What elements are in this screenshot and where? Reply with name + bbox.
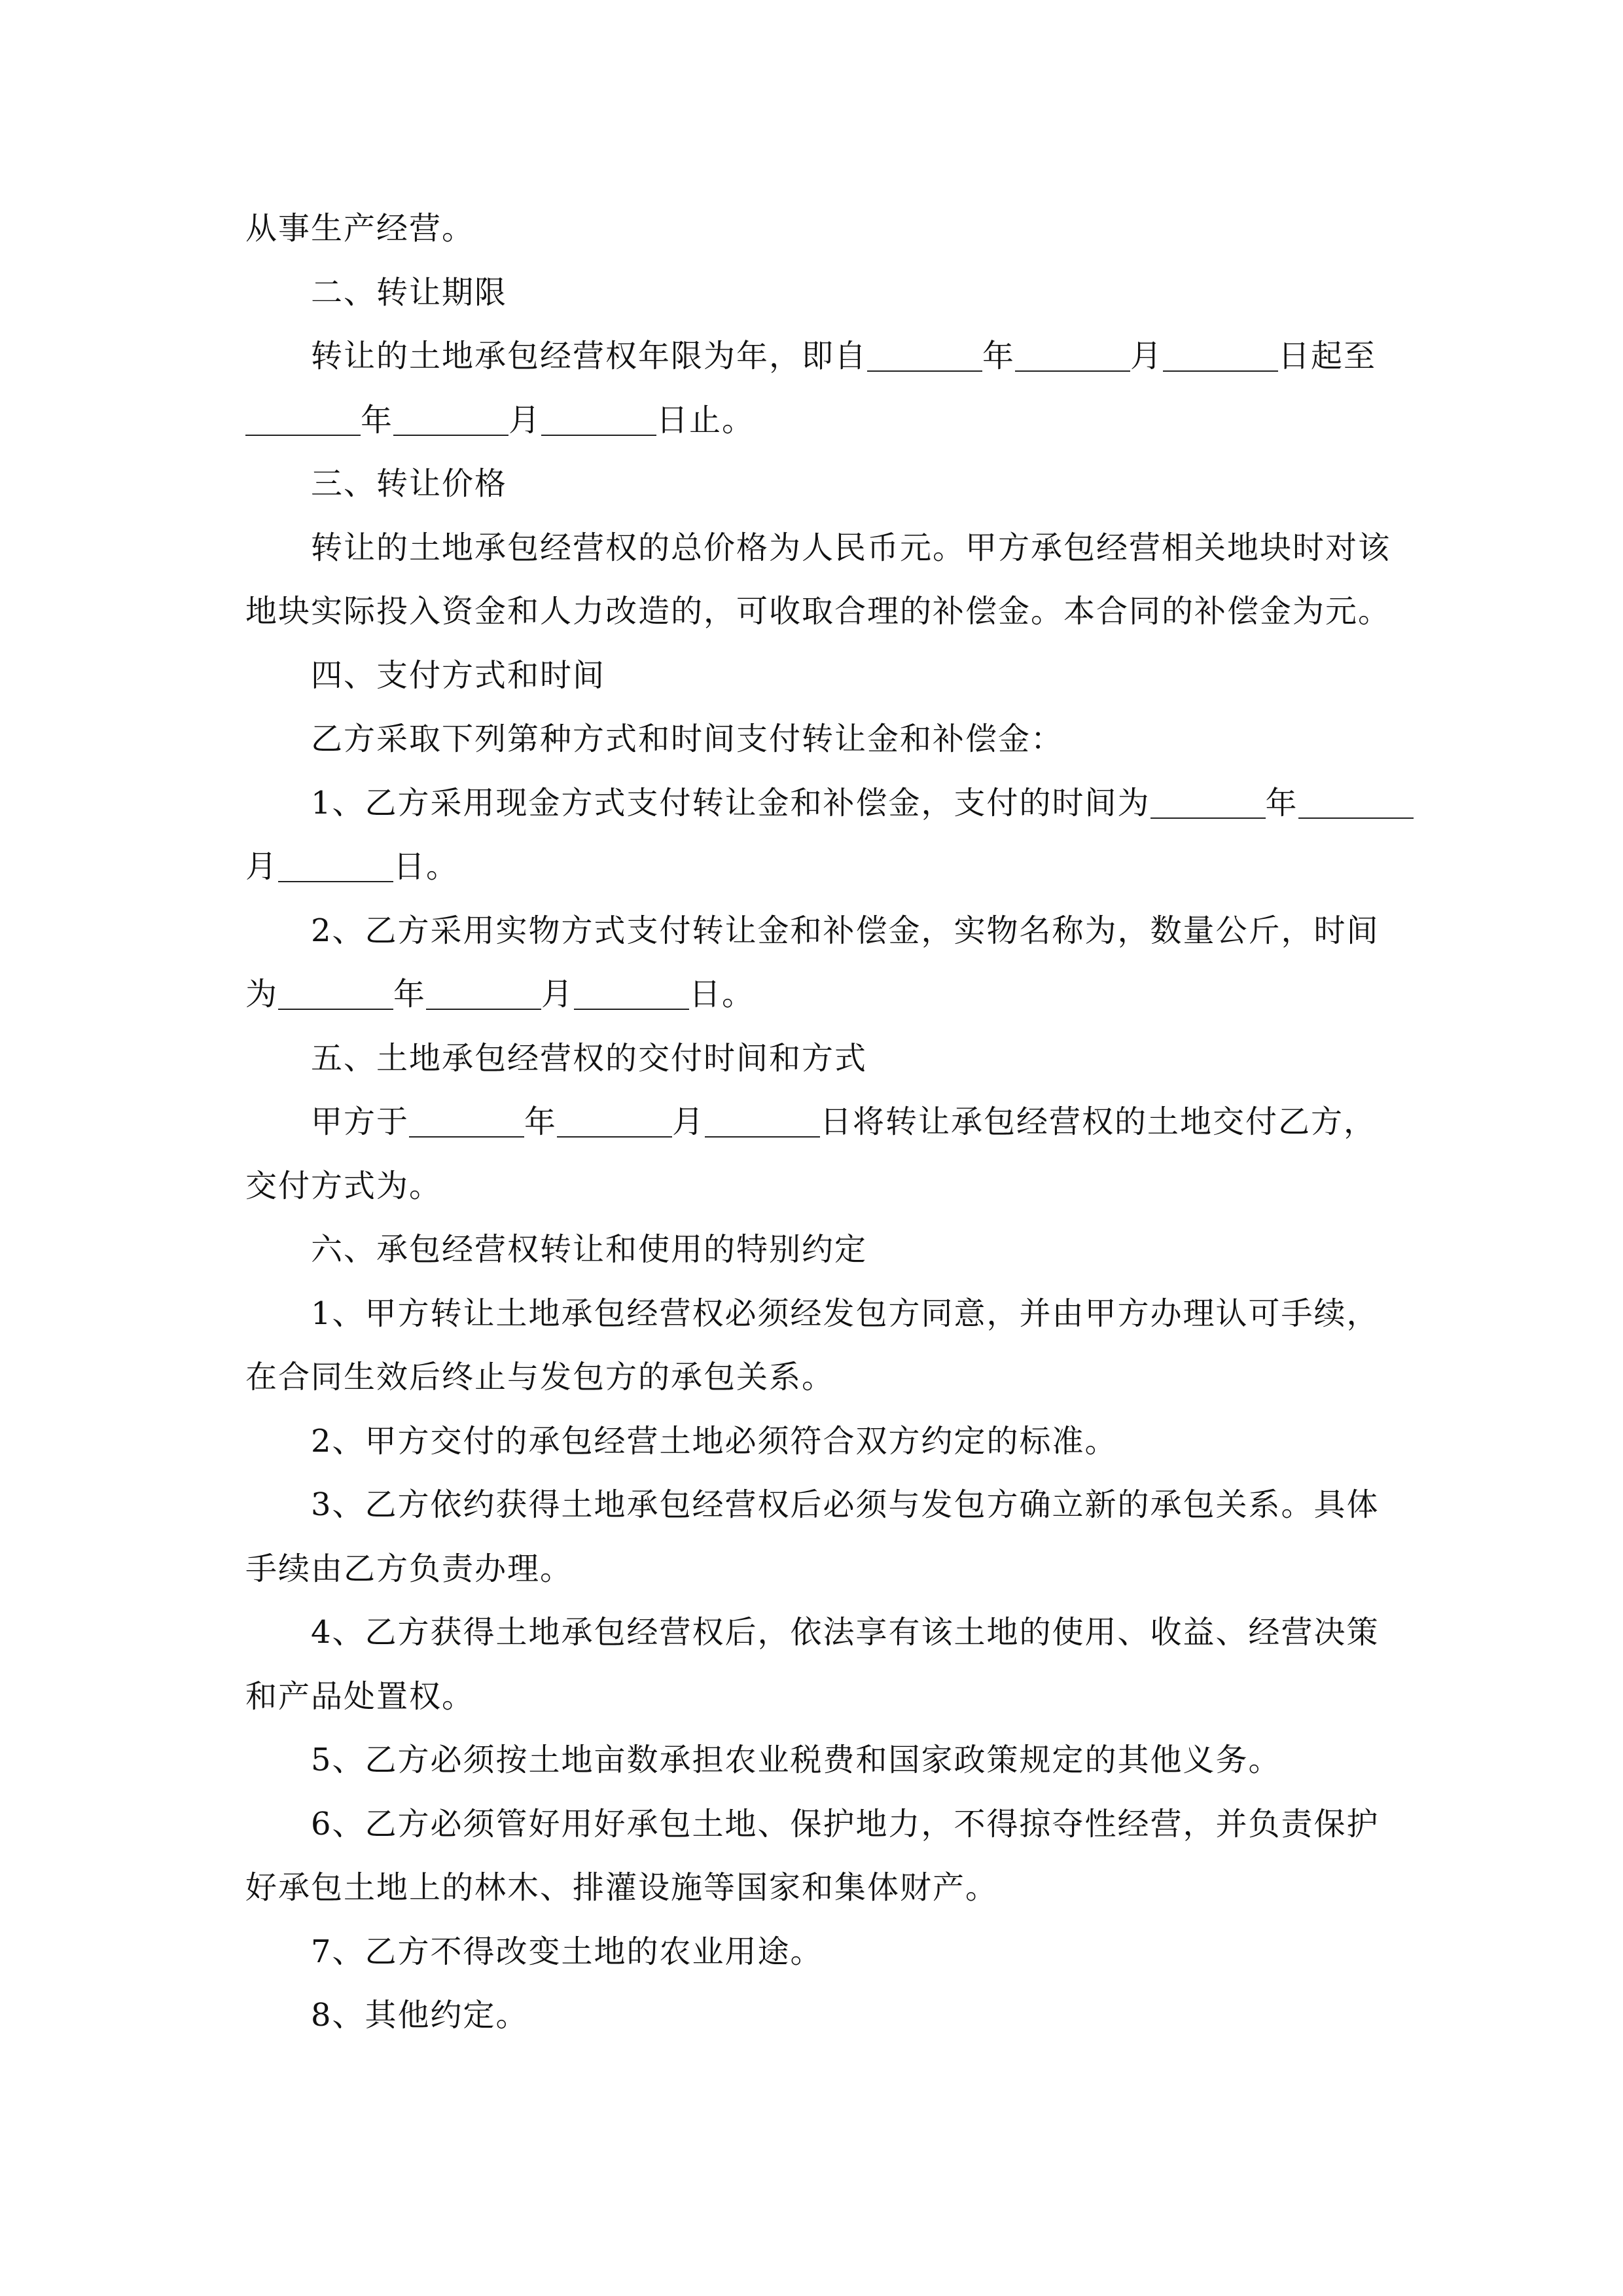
text: 5、乙方必须按土地亩数承担农业税费和国家政策规定的其他义务。 xyxy=(311,1742,1281,1778)
fill-blank xyxy=(1150,786,1266,819)
paragraph-line xyxy=(245,1410,1384,1474)
section-heading-payment xyxy=(245,644,1384,708)
text: 1、乙方采用现金方式支付转让金和补偿金，支付的时间为 xyxy=(311,784,1150,821)
paragraph-line xyxy=(245,1729,1384,1793)
paragraph-line xyxy=(245,325,1384,389)
fill-blank xyxy=(574,977,689,1010)
text: 月 xyxy=(508,401,542,439)
text: 月 xyxy=(245,848,279,885)
paragraph-line xyxy=(245,389,1384,453)
text: 和产品处置权。 xyxy=(245,1677,475,1715)
text: 4、乙方获得土地承包经营权后，依法享有该土地的使用、收益、经营决策 xyxy=(311,1614,1380,1651)
text: 月 xyxy=(541,976,575,1013)
fill-blank xyxy=(1015,339,1130,372)
section-heading-term xyxy=(245,261,1384,325)
fill-blank xyxy=(409,1105,524,1138)
text: 地块实际投入资金和人力改造的，可收取合理的补偿金。本合同的补偿金为元。 xyxy=(245,593,1391,630)
paragraph-line xyxy=(245,1346,1384,1410)
text: 日起至 xyxy=(1278,338,1377,374)
section-heading-delivery xyxy=(245,1027,1384,1091)
text: 乙方采取下列第种方式和时间支付转让金和补偿金： xyxy=(311,721,1064,757)
text: 交付方式为。 xyxy=(245,1167,442,1204)
paragraph-line xyxy=(245,1473,1384,1537)
fill-blank xyxy=(278,977,393,1010)
paragraph-line xyxy=(245,1601,1384,1665)
paragraph-line xyxy=(245,516,1391,581)
paragraph-line xyxy=(245,1665,1384,1729)
paragraph-line xyxy=(245,1282,1384,1346)
text: 年 xyxy=(982,338,1016,374)
text: 三、转让价格 xyxy=(311,465,508,502)
section-heading-special-terms xyxy=(245,1218,1384,1282)
text: 2、甲方交付的承包经营土地必须符合双方约定的标准。 xyxy=(311,1422,1118,1460)
paragraph-line xyxy=(245,1793,1384,1857)
paragraph-line xyxy=(245,772,1384,836)
fill-blank xyxy=(867,339,982,372)
text: 3、乙方依约获得土地承包经营权后必须与发包方确立新的承包关系。具体 xyxy=(311,1486,1380,1523)
paragraph-line xyxy=(245,708,1384,772)
paragraph-line xyxy=(245,1856,1384,1920)
text: 五、土地承包经营权的交付时间和方式 xyxy=(311,1039,868,1077)
text: 月 xyxy=(672,1103,705,1140)
paragraph-line xyxy=(245,835,1384,899)
paragraph-line xyxy=(245,899,1384,963)
fill-blank xyxy=(705,1105,820,1138)
paragraph-line xyxy=(245,1984,1384,2048)
fill-blank xyxy=(541,403,656,436)
text: 1、甲方转让土地承包经营权必须经发包方同意，并由甲方办理认可手续， xyxy=(311,1295,1380,1332)
text: 手续由乙方负责办理。 xyxy=(245,1550,573,1587)
text: 年 xyxy=(524,1103,558,1140)
text: 四、支付方式和时间 xyxy=(311,656,606,694)
fill-blank xyxy=(278,850,393,882)
text: 7、乙方不得改变土地的农业用途。 xyxy=(311,1933,823,1970)
paragraph-line xyxy=(245,1537,1384,1602)
text: 日将转让承包经营权的土地交付乙方， xyxy=(820,1103,1377,1140)
paragraph-line xyxy=(245,1155,1384,1219)
paragraph-line xyxy=(245,197,1384,261)
text: 日。 xyxy=(689,976,755,1013)
text: 为 xyxy=(245,976,279,1013)
fill-blank xyxy=(245,403,361,436)
text: 年 xyxy=(1265,784,1298,821)
text: 日。 xyxy=(393,848,459,885)
paragraph-line xyxy=(245,1920,1384,1984)
text: 年 xyxy=(361,401,394,439)
text: 6、乙方必须管好用好承包土地、保护地力，不得掠夺性经营，并负责保护 xyxy=(311,1805,1380,1842)
paragraph-line xyxy=(245,963,1384,1027)
text: 从事生产经营。 xyxy=(245,210,475,247)
text: 六、承包经营权转让和使用的特别约定 xyxy=(311,1231,868,1268)
text: 转让的土地承包经营权年限为年，即自 xyxy=(311,338,868,374)
text: 月 xyxy=(1130,338,1164,374)
text: 2、乙方采用实物方式支付转让金和补偿金，实物名称为，数量公斤，时间 xyxy=(311,912,1380,949)
text: 甲方于 xyxy=(311,1103,410,1140)
contract-body xyxy=(245,197,1391,2048)
fill-blank xyxy=(557,1105,672,1138)
text: 转让的土地承包经营权的总价格为人民币元。甲方承包经营相关地块时对该 xyxy=(311,529,1391,566)
fill-blank xyxy=(426,977,541,1010)
paragraph-line xyxy=(245,580,1391,644)
fill-blank xyxy=(1163,339,1278,372)
text: 日止。 xyxy=(656,401,755,439)
text: 8、其他约定。 xyxy=(311,1997,529,2034)
fill-blank xyxy=(1298,786,1414,819)
paragraph-line xyxy=(245,1090,1384,1155)
text: 二、转让期限 xyxy=(311,274,508,311)
section-heading-price xyxy=(245,452,1384,516)
text: 在合同生效后终止与发包方的承包关系。 xyxy=(245,1359,835,1395)
text: 好承包土地上的林木、排灌设施等国家和集体财产。 xyxy=(245,1869,999,1906)
fill-blank xyxy=(393,403,508,436)
text: 年 xyxy=(393,976,427,1013)
